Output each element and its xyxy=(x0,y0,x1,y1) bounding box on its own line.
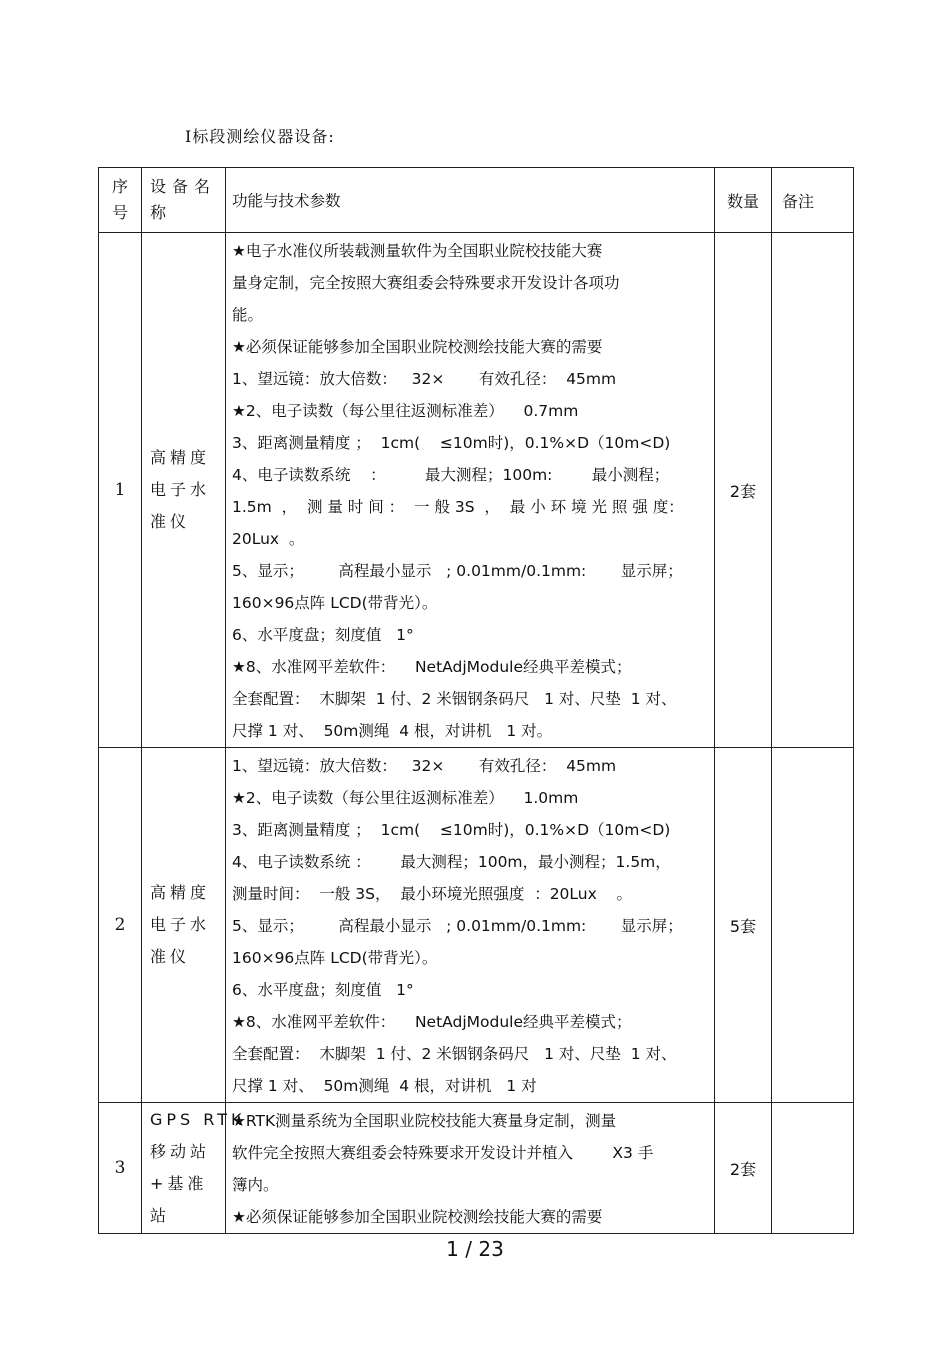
text-line: 5、显示； 高程最小显示 ; 0.01mm/0.1mm: 显示屏； xyxy=(232,562,683,580)
text-line: 160×96点阵 LCD(带背光）。 xyxy=(232,594,438,612)
text-line: 电子水 xyxy=(150,480,211,499)
page-number: 1 / 23 xyxy=(446,1237,504,1261)
text-line: 5、显示； 高程最小显示 ; 0.01mm/0.1mm: 显示屏； xyxy=(232,917,683,935)
text-line: 全套配置： 木脚架 1 付、2 米铟钢条码尺 1 对、尺垫 1 对、 xyxy=(232,1045,677,1063)
text-line: ★8、水准网平差软件： NetAdjModule经典平差模式； xyxy=(232,658,632,676)
text-line: 1、望远镜：放大倍数： 32× 有效孔径： 45mm xyxy=(232,370,617,388)
text-line: 6、水平度盘；刻度值 1° xyxy=(232,981,414,999)
text-line: 站 xyxy=(150,1206,171,1225)
equipment-name xyxy=(142,1103,246,1234)
text-line: ★8、水准网平差软件： NetAdjModule经典平差模式； xyxy=(232,1013,632,1031)
text-line: 尺撑 1 对、 50m测绳 4 根，对讲机 1 对 xyxy=(232,1077,537,1095)
quantity: 2套 xyxy=(715,1103,772,1234)
note xyxy=(772,233,854,748)
text-line: ★2、电子读数（每公里往返测标准差） 0.7mm xyxy=(232,402,579,420)
text-line: 测量时间： 一般 3S， 最小环境光照强度 ：20Lux 。 xyxy=(232,885,632,903)
text-line: 准仪 xyxy=(150,512,191,531)
text-line: 量身定制，完全按照大赛组委会特殊要求开发设计各项功 xyxy=(232,274,620,292)
header-no: 序 号 xyxy=(99,168,142,233)
header-note: 备注 xyxy=(772,168,854,233)
table-row xyxy=(99,748,854,1103)
table-row xyxy=(99,233,854,748)
header-function: 功能与技术参数 xyxy=(226,168,715,233)
row-number: 2 xyxy=(99,748,142,1103)
table-row xyxy=(99,1103,854,1234)
text-line: 电子水 xyxy=(150,915,211,934)
text-line: 簿内。 xyxy=(232,1176,279,1194)
text-line: 高精度 xyxy=(150,883,211,902)
text-line: 能。 xyxy=(232,306,264,324)
text-line: 准仪 xyxy=(150,947,191,966)
text-line: 1.5m ， 测 量 时 间 ： 一 般 3S ， 最 小 环 境 光 照 强 度： xyxy=(232,498,684,516)
text-line: 全套配置： 木脚架 1 付、2 米铟钢条码尺 1 对、尺垫 1 对、 xyxy=(232,690,677,708)
function-spec xyxy=(226,748,715,1103)
section-heading: Ⅰ标段测绘仪器设备: xyxy=(185,127,335,146)
text-line: ★必须保证能够参加全国职业院校测绘技能大赛的需要 xyxy=(232,338,603,356)
row-number: 3 xyxy=(99,1103,142,1234)
text-line: 3、距离测量精度 ； 1cm( ≤10m时)，0.1%×D（10m<D) xyxy=(232,434,671,452)
equipment-name xyxy=(142,233,226,748)
text-line: 1、望远镜：放大倍数： 32× 有效孔径： 45mm xyxy=(232,757,617,775)
note xyxy=(772,1103,854,1234)
text-line: 4、电子读数系统 ： 最大测程；100m: 最小测程； xyxy=(232,466,670,484)
text-line: ★必须保证能够参加全国职业院校测绘技能大赛的需要 xyxy=(232,1208,603,1226)
table-header-row xyxy=(99,168,854,233)
header-quantity: 数量 xyxy=(715,168,772,233)
text-line: ★电子水准仪所装载测量软件为全国职业院校技能大赛 xyxy=(232,242,603,260)
equipment-table xyxy=(98,167,854,1234)
text-line: 160×96点阵 LCD(带背光）。 xyxy=(232,949,438,967)
text-line: 3、距离测量精度 ； 1cm( ≤10m时)，0.1%×D（10m<D) xyxy=(232,821,671,839)
text-line: +基准 xyxy=(150,1174,208,1193)
text-line: GPS RTK xyxy=(150,1110,246,1129)
note xyxy=(772,748,854,1103)
header-name: 设备名 称 xyxy=(142,168,226,233)
text-line: 6、水平度盘；刻度值 1° xyxy=(232,626,414,644)
text-line: ★2、电子读数（每公里往返测标准差） 1.0mm xyxy=(232,789,579,807)
text-line: 高精度 xyxy=(150,448,211,467)
function-spec xyxy=(226,233,715,748)
text-line: 尺撑 1 对、 50m测绳 4 根，对讲机 1 对。 xyxy=(232,722,553,740)
text-line: 软件完全按照大赛组委会特殊要求开发设计并植入 X3 手 xyxy=(232,1144,654,1162)
row-number: 1 xyxy=(99,233,142,748)
text-line: 移动站 xyxy=(150,1142,211,1161)
text-line: ★RTK测量系统为全国职业院校技能大赛量身定制，测量 xyxy=(232,1112,617,1130)
text-line: 4、电子读数系统 ： 最大测程；100m，最小测程；1.5m， xyxy=(232,853,671,871)
quantity: 2套 xyxy=(715,233,772,748)
text-line: 20Lux 。 xyxy=(232,530,305,548)
function-spec xyxy=(226,1103,715,1234)
quantity: 5套 xyxy=(715,748,772,1103)
equipment-name xyxy=(142,748,226,1103)
